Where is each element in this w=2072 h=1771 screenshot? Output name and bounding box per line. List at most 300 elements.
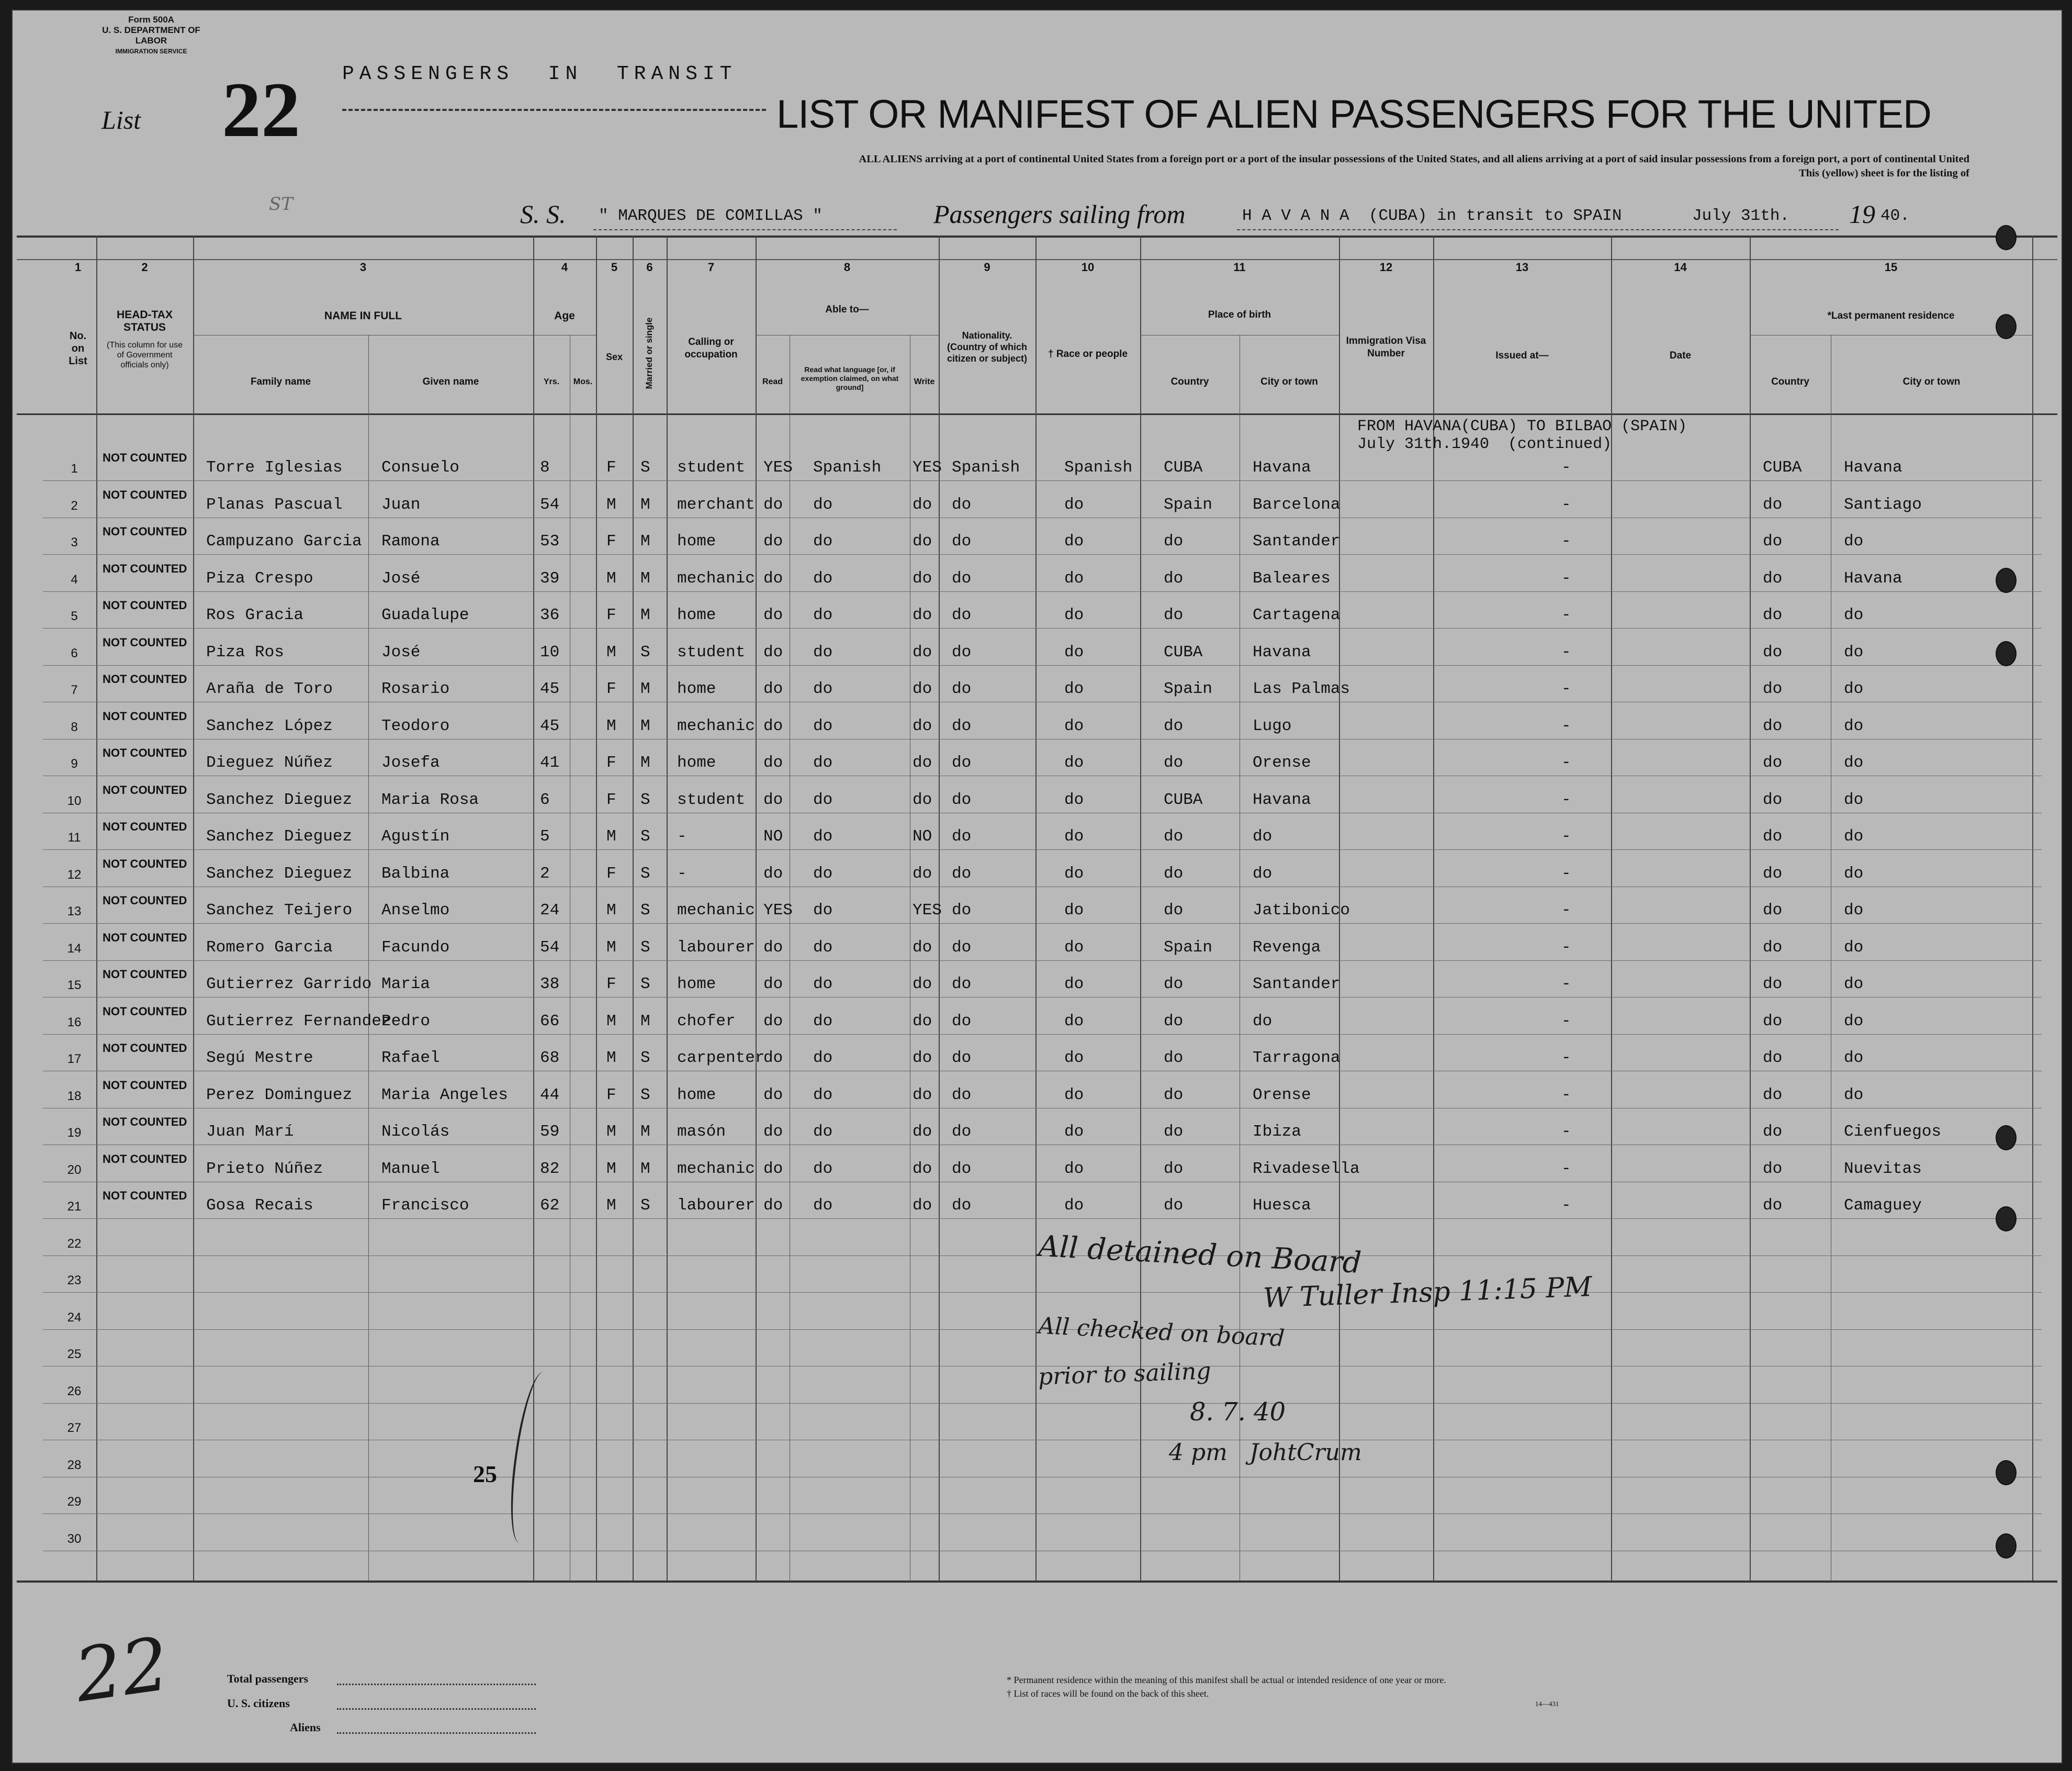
row-write: do — [913, 975, 932, 993]
row-occupation: home — [677, 680, 716, 698]
row-sex: M — [606, 938, 616, 957]
row-birth-country: do — [1164, 1196, 1184, 1215]
row-res-country: do — [1763, 606, 1783, 624]
row-marital-status: S — [640, 864, 650, 883]
sailing-label: Passengers sailing from — [933, 199, 1186, 229]
row-res-city: do — [1844, 643, 1864, 662]
row-family-name: Segú Mestre — [206, 1049, 313, 1067]
row-marital-status: M — [640, 716, 650, 735]
row-birth-city: Huesca — [1253, 1196, 1311, 1215]
row-res-country: do — [1763, 1123, 1783, 1141]
row-read-language: do — [813, 901, 833, 920]
row-read-language: do — [813, 864, 833, 883]
department: U. S. DEPARTMENT OF LABOR — [102, 25, 200, 46]
row-write: do — [913, 680, 932, 698]
row-marital-status: M — [640, 532, 650, 551]
row-nationality: do — [952, 569, 972, 588]
row-birth-country: do — [1164, 532, 1184, 551]
row-read: do — [763, 1196, 783, 1215]
row-issued-at: - — [1561, 754, 1571, 772]
row-race: do — [1064, 643, 1084, 662]
row-write: do — [913, 643, 932, 662]
col-divider — [2032, 236, 2033, 1581]
row-marital-status: M — [640, 495, 650, 514]
row-res-city: do — [1844, 1049, 1864, 1067]
row-birth-country: do — [1164, 569, 1184, 588]
row-res-country: do — [1763, 790, 1783, 809]
row-birth-city: Havana — [1253, 643, 1311, 662]
row-res-city: Camaguey — [1844, 1196, 1922, 1215]
row-race: do — [1064, 1123, 1084, 1141]
row-race: do — [1064, 975, 1084, 993]
row-occupation: labourer — [677, 1196, 755, 1215]
row-nationality: do — [952, 975, 972, 993]
row-res-city: Santiago — [1844, 495, 1922, 514]
col-divider — [596, 236, 597, 1581]
row-occupation: home — [677, 606, 716, 624]
not-counted-stamp: NOT COUNTED — [103, 1004, 187, 1018]
row-given-name: Maria Angeles — [381, 1085, 508, 1104]
row-read-language: do — [813, 643, 833, 662]
row-res-city: do — [1844, 1085, 1864, 1104]
header-family-name: Family name — [250, 376, 311, 387]
annotation-date: 8. 7. 40 — [1190, 1397, 1286, 1427]
col-number-11: 11 — [1233, 261, 1246, 274]
table-top-rule — [17, 236, 2057, 238]
row-write: do — [913, 1196, 932, 1215]
row-marital-status: S — [640, 1196, 650, 1215]
row-nationality: do — [952, 790, 972, 809]
footer-us-citizens: U. S. citizens — [227, 1697, 290, 1710]
row-res-city: do — [1844, 938, 1864, 957]
row-res-country: do — [1763, 1085, 1783, 1104]
row-birth-city: Baleares — [1253, 569, 1331, 588]
row-read: do — [763, 569, 783, 588]
col-number-13: 13 — [1515, 261, 1529, 274]
row-age: 39 — [540, 569, 560, 588]
header-yrs: Yrs. — [543, 377, 560, 386]
col-divider — [756, 236, 757, 1581]
col-divider — [1035, 236, 1037, 1581]
row-issued-at: - — [1561, 864, 1571, 883]
row-res-country: do — [1763, 754, 1783, 772]
row-age: 66 — [540, 1012, 560, 1030]
row-birth-city: Barcelona — [1253, 495, 1341, 514]
row-nationality: Spanish — [952, 458, 1020, 477]
header-age: Age — [554, 310, 575, 322]
row-occupation: mechanic — [677, 901, 755, 920]
row-res-country: do — [1763, 1159, 1783, 1178]
not-counted-stamp: NOT COUNTED — [103, 1041, 187, 1055]
row-read: do — [763, 1159, 783, 1178]
row-family-name: Piza Crespo — [206, 569, 313, 588]
row-race: do — [1064, 1196, 1084, 1215]
row-race: do — [1064, 1085, 1084, 1104]
row-sex: M — [606, 1012, 616, 1030]
col-number-12: 12 — [1379, 261, 1393, 274]
year-suffix: 40. — [1880, 207, 1910, 225]
row-read-language: do — [813, 1159, 833, 1178]
row-issued-at: - — [1561, 1196, 1571, 1215]
col-divider — [193, 236, 194, 1581]
row-marital-status: M — [640, 754, 650, 772]
row-sex: M — [606, 1196, 616, 1215]
row-age: 41 — [540, 754, 560, 772]
row-number: 22 — [67, 1236, 82, 1251]
row-sex: M — [606, 643, 616, 662]
row-nationality: do — [952, 754, 972, 772]
footer-total-passengers: Total passengers — [227, 1672, 309, 1685]
header-head-tax: HEAD-TAX STATUS — [117, 309, 173, 333]
row-birth-city: Cartagena — [1253, 606, 1341, 624]
header-head-tax-note: (This column for use of Government officials only) — [107, 341, 183, 369]
row-family-name: Planas Pascual — [206, 495, 343, 514]
col-divider — [633, 236, 634, 1581]
punch-hole — [1996, 1125, 2017, 1150]
transit-label: PASSENGERS IN TRANSIT — [342, 63, 737, 85]
row-nationality: do — [952, 938, 972, 957]
punch-hole — [1996, 225, 2017, 250]
row-birth-city: Lugo — [1253, 716, 1292, 735]
row-read-language: do — [813, 938, 833, 957]
row-given-name: Consuelo — [381, 458, 459, 477]
row-rule — [43, 591, 2042, 592]
row-race: do — [1064, 532, 1084, 551]
row-birth-city: Orense — [1253, 754, 1311, 772]
row-write: do — [913, 864, 932, 883]
row-res-city: do — [1844, 716, 1864, 735]
row-write: NO — [913, 827, 932, 846]
row-race: do — [1064, 606, 1084, 624]
row-read-language: do — [813, 1196, 833, 1215]
row-res-country: do — [1763, 680, 1783, 698]
row-family-name: Gutierrez Fernandez — [206, 1012, 391, 1030]
col-number-5: 5 — [611, 261, 618, 274]
row-write: YES — [913, 458, 942, 477]
row-number: 7 — [71, 683, 78, 697]
row-rule — [43, 1034, 2042, 1035]
list-label: List — [102, 105, 141, 134]
row-res-country: do — [1763, 864, 1783, 883]
footer-aliens: Aliens — [290, 1721, 321, 1734]
row-write: do — [913, 532, 932, 551]
row-write: do — [913, 569, 932, 588]
row-race: do — [1064, 938, 1084, 957]
row-res-country: do — [1763, 532, 1783, 551]
row-write: do — [913, 1123, 932, 1141]
row-age: 38 — [540, 975, 560, 993]
header-last-residence: *Last permanent residence — [1827, 310, 1955, 321]
row-number: 16 — [67, 1015, 82, 1029]
row-given-name: Francisco — [381, 1196, 469, 1215]
row-nationality: do — [952, 827, 972, 846]
total-blank — [337, 1684, 536, 1685]
row-birth-country: do — [1164, 1085, 1184, 1104]
row-res-country: do — [1763, 938, 1783, 957]
row-family-name: Piza Ros — [206, 643, 284, 662]
header-write: Write — [914, 377, 935, 386]
row-read-language: do — [813, 1085, 833, 1104]
service: IMMIGRATION SERVICE — [115, 48, 187, 55]
row-given-name: Guadalupe — [381, 606, 469, 624]
row-family-name: Sanchez Dieguez — [206, 827, 353, 846]
row-res-country: do — [1763, 1012, 1783, 1030]
row-number: 8 — [71, 720, 78, 734]
row-issued-at: - — [1561, 643, 1571, 662]
row-nationality: do — [952, 1159, 972, 1178]
row-res-city: Cienfuegos — [1844, 1123, 1942, 1141]
year-prefix: 19 — [1849, 199, 1875, 229]
row-birth-city: Las Palmas — [1253, 680, 1350, 698]
corner-number: 22 — [70, 1621, 174, 1719]
row-write: YES — [913, 901, 942, 920]
row-write: do — [913, 495, 932, 514]
row-age: 54 — [540, 938, 560, 957]
row-birth-city: Jatibonico — [1253, 901, 1350, 920]
row-occupation: - — [677, 827, 687, 846]
row-number: 12 — [67, 867, 82, 882]
row-race: do — [1064, 827, 1084, 846]
row-age: 6 — [540, 790, 550, 809]
row-birth-country: do — [1164, 901, 1184, 920]
row-res-city: do — [1844, 790, 1864, 809]
row-given-name: Josefa — [381, 754, 440, 772]
row-nationality: do — [952, 901, 972, 920]
row-family-name: Perez Dominguez — [206, 1085, 353, 1104]
subtitle-line-1: ALL ALIENS arriving at a port of continental United States from a foreign port or a port of the insular possessions of the United States, and all aliens arriving at a port of said insular possessions from a foreign port, a port of continental United — [859, 153, 1969, 165]
row-write: do — [913, 1012, 932, 1030]
not-counted-stamp: NOT COUNTED — [103, 635, 187, 649]
row-write: do — [913, 790, 932, 809]
row-nationality: do — [952, 532, 972, 551]
header-res-city: City or town — [1902, 376, 1961, 387]
row-issued-at: - — [1561, 975, 1571, 993]
row-res-city: Havana — [1844, 458, 1902, 477]
row-read-language: do — [813, 827, 833, 846]
row-family-name: Sanchez Dieguez — [206, 790, 353, 809]
row-nationality: do — [952, 606, 972, 624]
not-counted-stamp: NOT COUNTED — [103, 709, 187, 723]
row-family-name: Sanchez Teijero — [206, 901, 353, 920]
row-number: 23 — [67, 1273, 82, 1287]
not-counted-stamp: NOT COUNTED — [103, 1189, 187, 1202]
row-write: do — [913, 1085, 932, 1104]
row-res-country: do — [1763, 975, 1783, 993]
header-sex: Sex — [605, 352, 623, 362]
row-sex: M — [606, 1123, 616, 1141]
row-issued-at: - — [1561, 716, 1571, 735]
not-counted-stamp: NOT COUNTED — [103, 599, 187, 612]
row-rule — [43, 1403, 2042, 1404]
row-read-language: Spanish — [813, 458, 882, 477]
col-number-15: 15 — [1884, 261, 1898, 274]
row-birth-city: Revenga — [1253, 938, 1321, 957]
row-birth-country: do — [1164, 716, 1184, 735]
row-write: do — [913, 938, 932, 957]
dashed-rule — [342, 109, 766, 111]
row-given-name: Rosario — [381, 680, 450, 698]
row-nationality: do — [952, 1049, 972, 1067]
row-birth-country: do — [1164, 975, 1184, 993]
row-occupation: home — [677, 975, 716, 993]
row-res-city: do — [1844, 754, 1864, 772]
row-res-city: do — [1844, 975, 1864, 993]
list-number: 22 — [222, 66, 300, 153]
row-issued-at: - — [1561, 495, 1571, 514]
row-rule — [43, 1218, 2042, 1219]
row-age: 62 — [540, 1196, 560, 1215]
row-marital-status: S — [640, 975, 650, 993]
row-age: 36 — [540, 606, 560, 624]
row-issued-at: - — [1561, 1012, 1571, 1030]
row-res-country: do — [1763, 569, 1783, 588]
row-issued-at: - — [1561, 458, 1571, 477]
row-number: 10 — [67, 793, 82, 808]
not-counted-stamp: NOT COUNTED — [103, 968, 187, 981]
ship-name: " MARQUES DE COMILLAS " — [599, 207, 823, 225]
margin-mark: ST — [269, 194, 293, 215]
not-counted-stamp: NOT COUNTED — [103, 488, 187, 501]
row-rule — [43, 923, 2042, 924]
annotation-detained: All detained on Board — [1037, 1229, 1362, 1281]
row-occupation: - — [677, 864, 687, 883]
row-read-language: do — [813, 754, 833, 772]
row-issued-at: - — [1561, 827, 1571, 846]
col-number-7: 7 — [707, 261, 715, 274]
not-counted-stamp: NOT COUNTED — [103, 451, 187, 464]
row-sex: M — [606, 716, 616, 735]
col-number-3: 3 — [359, 261, 367, 274]
row-occupation: home — [677, 1085, 716, 1104]
row-rule — [43, 960, 2042, 961]
row-race: do — [1064, 1049, 1084, 1067]
row-number: 27 — [67, 1421, 82, 1435]
row-age: 44 — [540, 1085, 560, 1104]
row-sex: F — [606, 754, 616, 772]
row-read-language: do — [813, 1012, 833, 1030]
row-marital-status: S — [640, 643, 650, 662]
row-age: 2 — [540, 864, 550, 883]
row-family-name: Araña de Toro — [206, 680, 333, 698]
col-number-4: 4 — [561, 261, 568, 274]
row-rule — [43, 1292, 2042, 1293]
header-read-language: Read what language [or, if exemption claimed, on what ground] — [801, 365, 899, 391]
row-nationality: do — [952, 864, 972, 883]
row-birth-country: do — [1164, 1049, 1184, 1067]
row-res-city: do — [1844, 680, 1864, 698]
row-given-name: Agustín — [381, 827, 450, 846]
row-family-name: Gosa Recais — [206, 1196, 313, 1215]
row-number: 28 — [67, 1458, 82, 1472]
row-read: YES — [763, 458, 793, 477]
row-number: 20 — [67, 1162, 82, 1177]
row-read-language: do — [813, 716, 833, 735]
row-birth-country: CUBA — [1164, 458, 1203, 477]
annotation-count: 25 — [473, 1461, 497, 1487]
row-read: do — [763, 1123, 783, 1141]
row-given-name: Balbina — [381, 864, 450, 883]
form-number: Form 500A — [128, 15, 174, 25]
row-res-city: do — [1844, 901, 1864, 920]
row-issued-at: - — [1561, 901, 1571, 920]
header-given-name: Given name — [422, 376, 479, 387]
row-nationality: do — [952, 1085, 972, 1104]
row-family-name: Sanchez López — [206, 716, 333, 735]
row-sex: F — [606, 1085, 616, 1104]
row-birth-country: do — [1164, 827, 1184, 846]
row-birth-country: Spain — [1164, 938, 1213, 957]
row-read-language: do — [813, 606, 833, 624]
row-res-country: do — [1763, 495, 1783, 514]
port-underline — [1237, 229, 1839, 230]
row-marital-status: M — [640, 680, 650, 698]
col-divider — [368, 335, 369, 1581]
row-occupation: student — [677, 643, 746, 662]
row-sex: F — [606, 975, 616, 993]
ship-underline — [593, 229, 897, 230]
row-marital-status: S — [640, 827, 650, 846]
row-occupation: masón — [677, 1123, 726, 1141]
row-sex: F — [606, 680, 616, 698]
header-name-in-full: NAME IN FULL — [324, 310, 402, 322]
header-birth-city: City or town — [1260, 376, 1318, 387]
row-number: 17 — [67, 1052, 82, 1066]
row-nationality: do — [952, 1012, 972, 1030]
not-counted-stamp: NOT COUNTED — [103, 857, 187, 870]
row-number: 21 — [67, 1200, 82, 1214]
not-counted-stamp: NOT COUNTED — [103, 525, 187, 538]
row-sex: M — [606, 1049, 616, 1067]
aliens-blank — [337, 1732, 536, 1734]
row-read-language: do — [813, 1123, 833, 1141]
row-number: 26 — [67, 1384, 82, 1398]
row-rule — [43, 554, 2042, 555]
punch-hole — [1996, 1460, 2017, 1485]
row-occupation: carpenter — [677, 1049, 765, 1067]
col-divider — [667, 236, 668, 1581]
row-number: 19 — [67, 1126, 82, 1140]
row-marital-status: M — [640, 1123, 650, 1141]
row-given-name: José — [381, 569, 421, 588]
row-birth-city: do — [1253, 1012, 1273, 1030]
row-race: do — [1064, 569, 1084, 588]
row-age: 53 — [540, 532, 560, 551]
row-number: 15 — [67, 978, 82, 992]
row-marital-status: M — [640, 569, 650, 588]
header-place-of-birth: Place of birth — [1208, 309, 1271, 320]
annotation-signature-1: W Tuller Insp 11:15 PM — [1263, 1271, 1593, 1314]
row-number: 3 — [71, 535, 78, 550]
sailing-date: July 31th. — [1692, 207, 1790, 225]
row-read-language: do — [813, 680, 833, 698]
port-of-departure: H A V A N A (CUBA) in transit to SPAIN — [1242, 207, 1622, 225]
row-given-name: Pedro — [381, 1012, 431, 1030]
row-family-name: Prieto Núñez — [206, 1159, 323, 1178]
row-write: do — [913, 1159, 932, 1178]
row-age: 68 — [540, 1049, 560, 1067]
row-age: 82 — [540, 1159, 560, 1178]
row-birth-city: do — [1253, 827, 1273, 846]
header-mos: Mos. — [573, 377, 593, 386]
row-birth-city: Rivadesella — [1253, 1159, 1360, 1178]
row-age: 10 — [540, 643, 560, 662]
header-no-on-list: No. on List — [69, 330, 87, 367]
col-number-1: 1 — [74, 261, 82, 274]
row-read: do — [763, 790, 783, 809]
header-date: Date — [1669, 350, 1692, 361]
row-number: 18 — [67, 1089, 82, 1103]
row-marital-status: S — [640, 458, 650, 477]
